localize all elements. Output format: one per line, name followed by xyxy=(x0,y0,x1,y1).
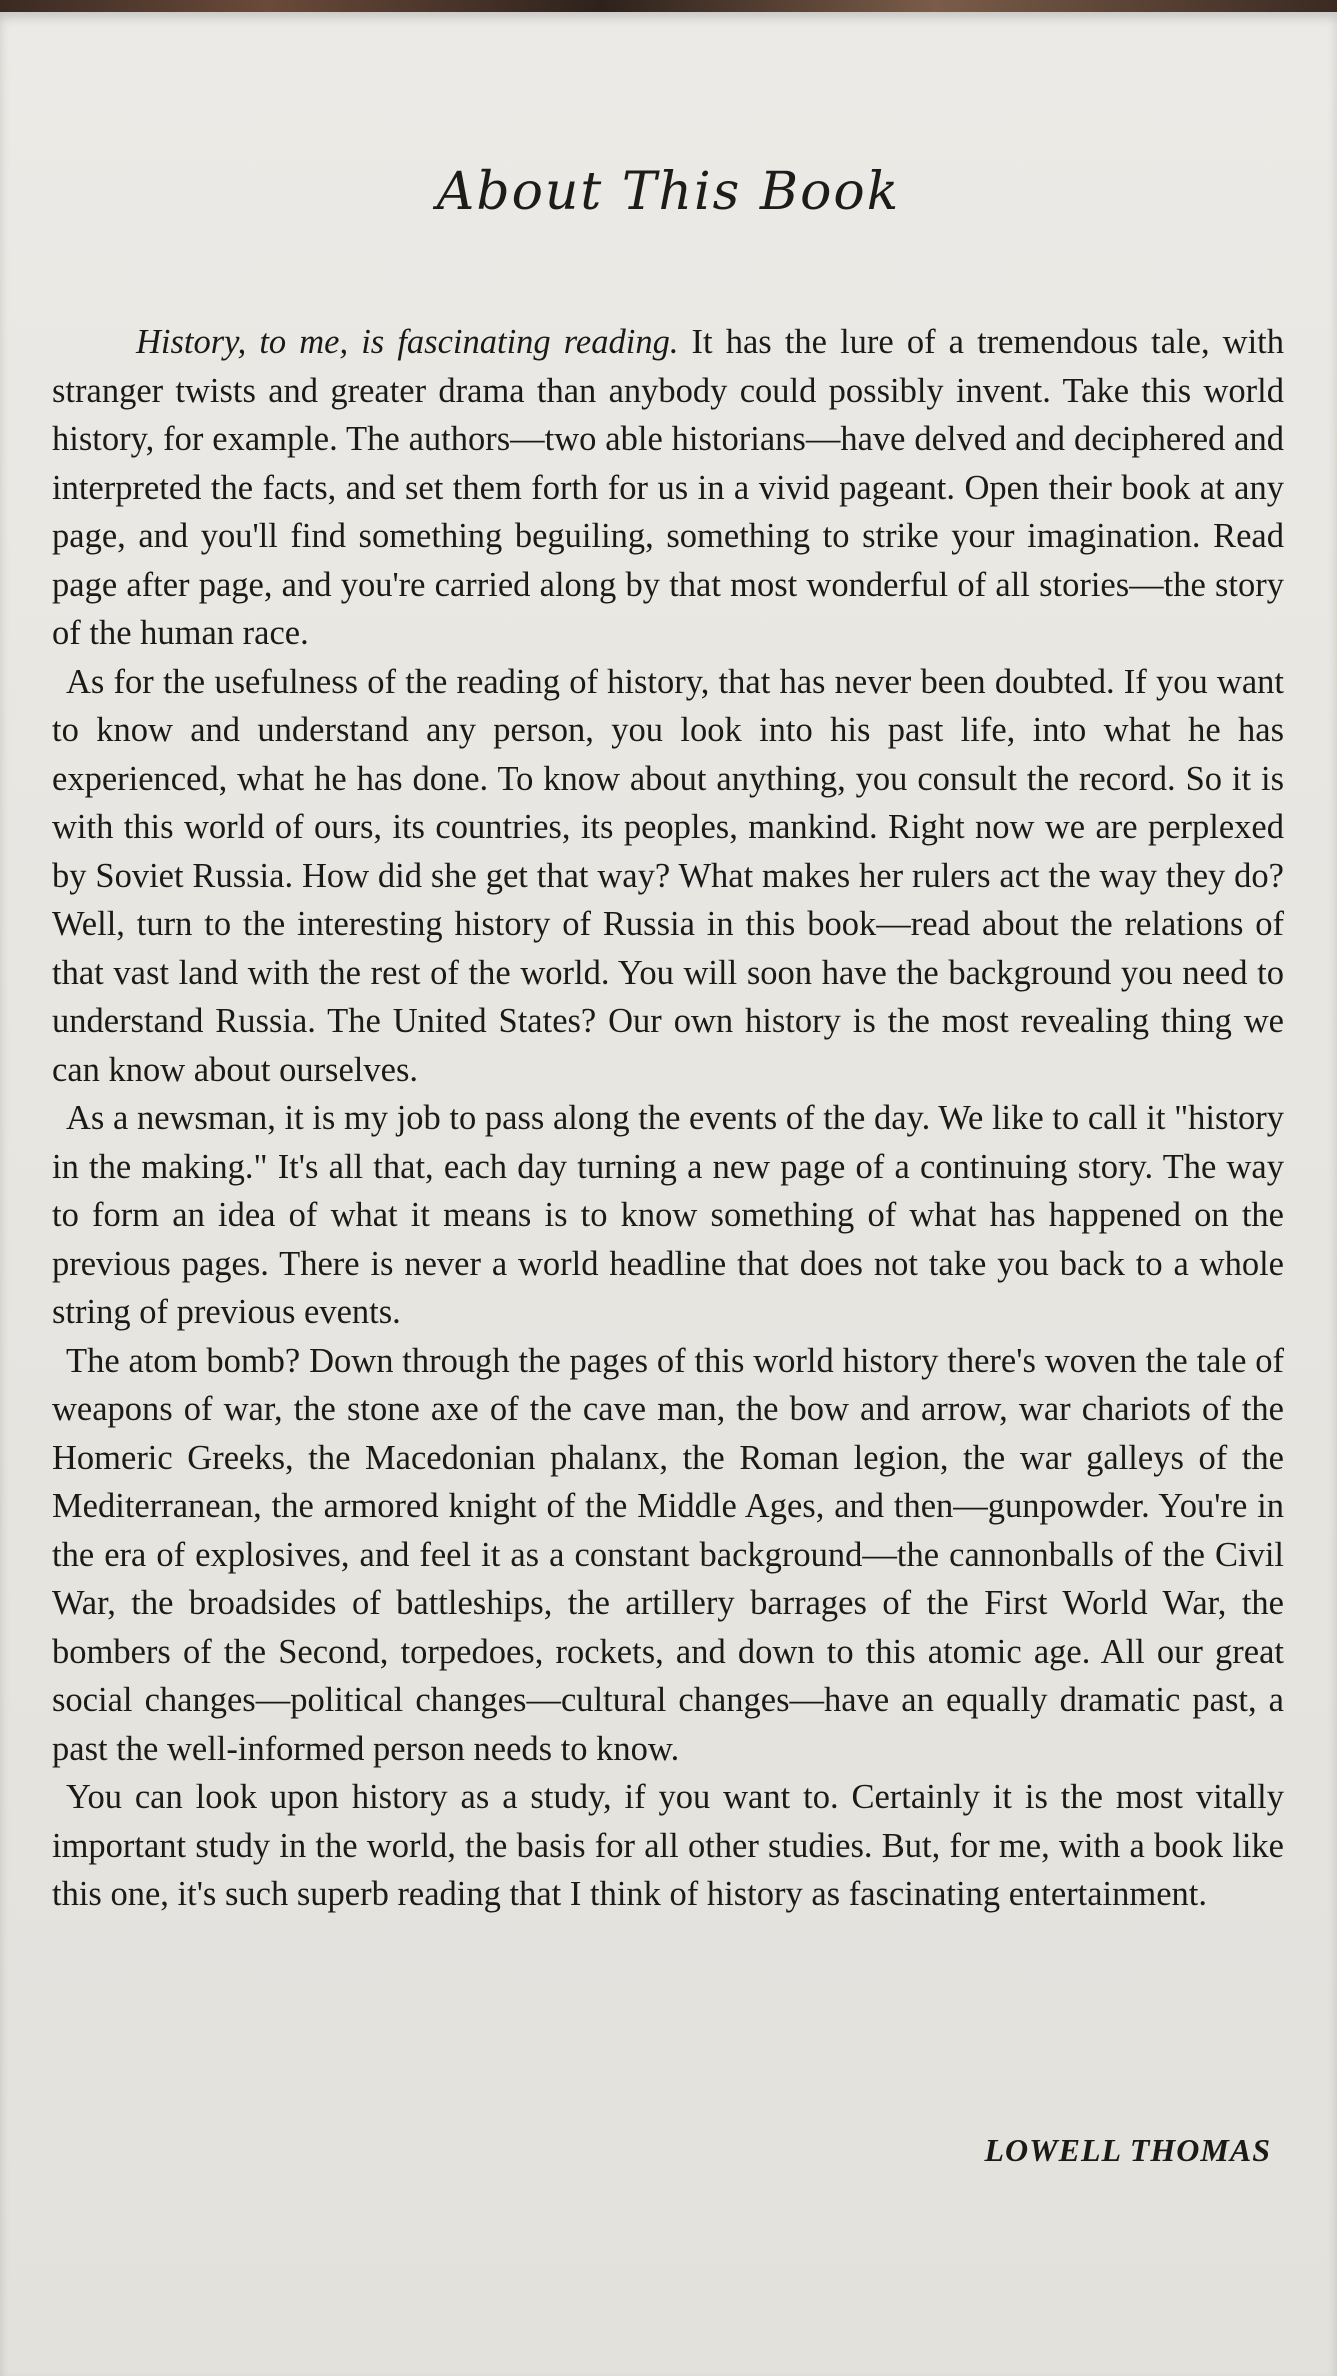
paragraph-1 xyxy=(52,318,1284,658)
page-title: About This Book xyxy=(436,162,901,222)
paragraph-1-text: It has the lure of a tremendous tale, with stranger twists and greater drama than anybody could possibly invent. Take this world history, for example. The authors—two able historians—have delved and deciphered and interpreted the facts, and set them forth for us in a vivid pageant. Open their book at any page, and you'll find something beguiling, something to strike your imagination. Read page after page, and you're carried along by that most wonderful of all stories—the story of the human race. xyxy=(52,323,1285,652)
paragraph-3: As a newsman, it is my job to pass along the events of the day. We like to call it "history in the making." It's all that, each day turning a new page of a continuing story. The way to form an idea of what it means is to know something of what has happened on the previous pages. There is never a world headline that does not take you back to a whole string of previous events. xyxy=(52,1099,1284,1331)
paragraph-5: You can look upon history as a study, if you want to. Certainly it is the most vitally important study in the world, the basis for all other studies. But, for me, with a book like this one, it's such superb reading that I think of history as fascinating entertainment. xyxy=(52,1778,1284,1913)
author-signature: LOWELL THOMAS xyxy=(984,2132,1271,2168)
book-page xyxy=(0,12,1337,2376)
body-text xyxy=(52,318,1284,1919)
paragraph-2: As for the usefulness of the reading of history, that has never been doubted. If you want to know and understand any person, you look into his past life, into what he has experienced, what he has done. To know about anything, you consult the record. So it is with this world of ours, its countries, its peoples, mankind. Right now we are perplexed by Soviet Russia. How did she get that way? What makes her rulers act the way they do? Well, turn to the interesting history of Russia in this book—read about the relations of that vast land with the rest of the world. You will soon have the background you need to understand Russia. The United States? Our own history is the most revealing thing we can know about ourselves. xyxy=(52,662,1284,1089)
paragraph-1-lead: History, to me, is fascinating reading. xyxy=(136,323,679,361)
paragraph-4: The atom bomb? Down through the pages of this world history there's woven the tale of weapons of war, the stone axe of the cave man, the bow and arrow, war chariots of the Homeric Greeks, the Macedonian phalanx, the Roman legion, the war galleys of the Mediterranean, the armored knight of the Middle Ages, and then—gunpowder. You're in the era of explosives, and feel it as a constant background—the cannonballs of the Civil War, the broadsides of battleships, the artillery barrages of the First World War, the bombers of the Second, torpedoes, rockets, and down to this atomic age. All our great social changes—political changes—cultural changes—have an equally dramatic past, a past the well-informed person needs to know. xyxy=(52,1341,1284,1768)
